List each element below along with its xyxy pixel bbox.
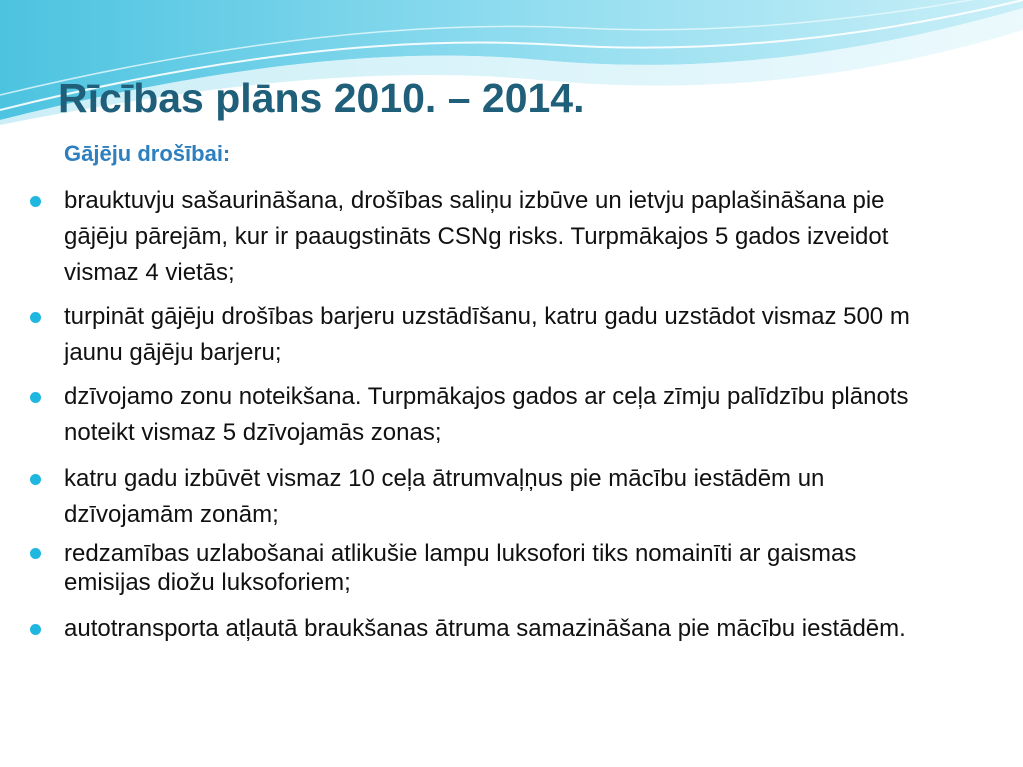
bullet-item-3 xyxy=(30,379,930,451)
slide-title: Rīcības plāns 2010. – 2014. xyxy=(58,75,585,121)
bullet-item-4 xyxy=(30,461,930,533)
bullet-text: turpināt gājēju drošības barjeru uzstādīšanu, katru gadu uzstādot vismaz 500 m jaunu gājēju barjeru; xyxy=(64,303,910,366)
bullet-dot-icon xyxy=(30,312,41,323)
bullet-text: autotransporta atļautā braukšanas ātruma samazināšana pie mācību iestādēm. xyxy=(64,615,906,642)
section-subtitle: Gājēju drošībai: xyxy=(64,141,231,166)
bullet-text: redzamības uzlabošanai atlikušie lampu luksofori tiks nomainīti ar gaismas emisijas diožu luksoforiem; xyxy=(64,540,857,596)
bullet-dot-icon xyxy=(30,624,41,635)
bullet-item-6 xyxy=(30,611,930,647)
bullet-text: katru gadu izbūvēt vismaz 10 ceļa ātrumvaļņus pie mācību iestādēm un dzīvojamām zonām; xyxy=(64,465,825,528)
bullet-dot-icon xyxy=(30,196,41,207)
bullet-dot-icon xyxy=(30,548,41,559)
bullet-item-5 xyxy=(30,539,930,597)
bullet-text: dzīvojamo zonu noteikšana. Turpmākajos gados ar ceļa zīmju palīdzību plānots noteikt vismaz 5 dzīvojamās zonas; xyxy=(64,383,909,446)
bullet-text: brauktuvju sašaurināšana, drošības saliņu izbūve un ietvju paplašināšana pie gājēju pārejām, kur ir paaugstināts CSNg risks. Turpmākajos 5 gados izveidot vismaz 4 vietās; xyxy=(64,187,889,286)
bullet-item-1 xyxy=(30,183,930,291)
bullet-item-2 xyxy=(30,299,930,371)
bullet-dot-icon xyxy=(30,474,41,485)
bullet-dot-icon xyxy=(30,392,41,403)
